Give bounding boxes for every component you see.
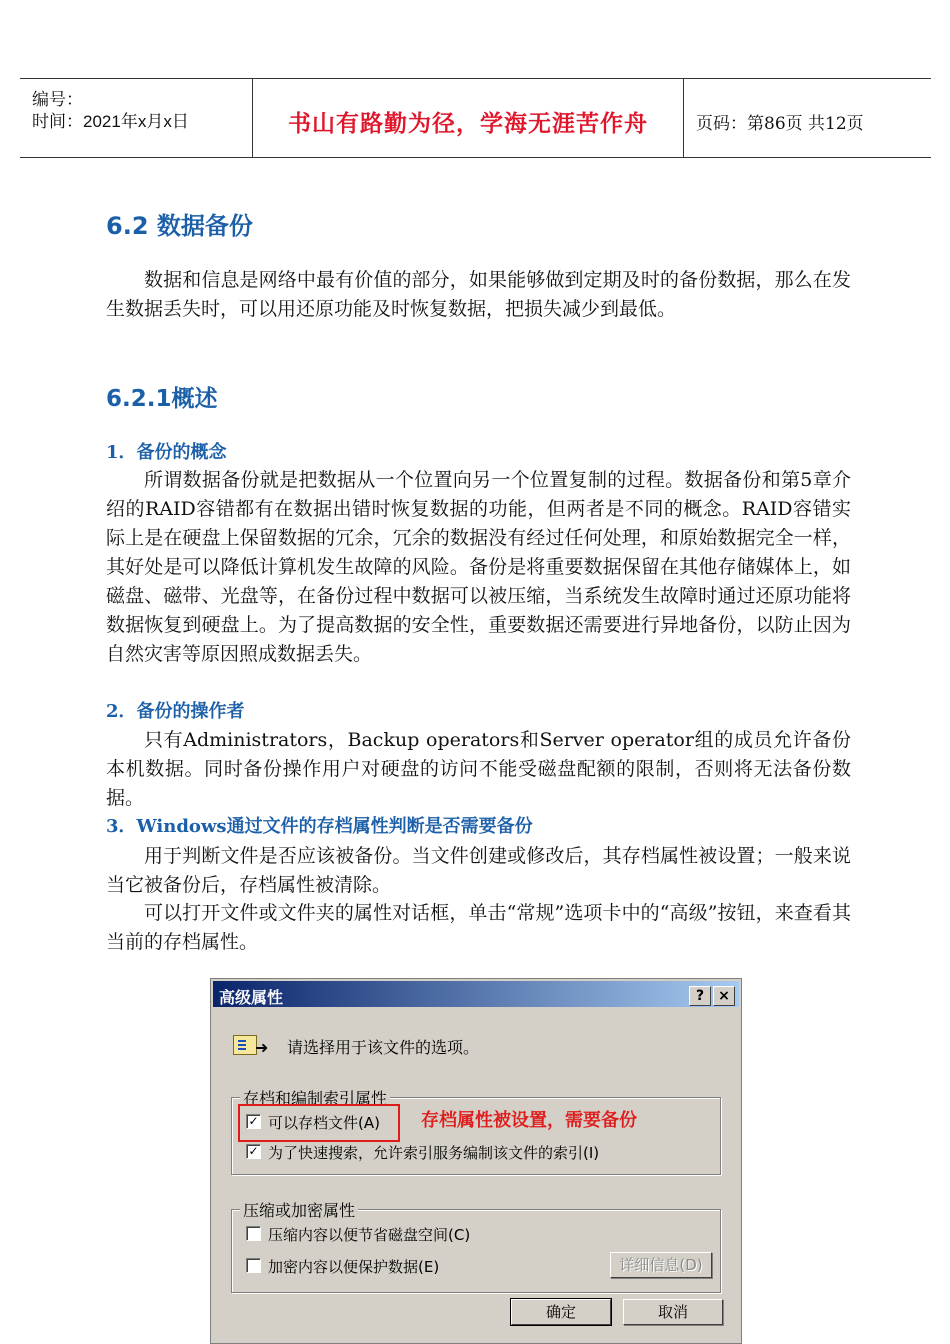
ok-button[interactable]: 确定: [511, 1299, 611, 1325]
group2-label: 压缩或加密属性: [240, 1198, 358, 1221]
id-label: 编号：: [32, 90, 83, 109]
dialog-prompt: 请选择用于该文件的选项。: [287, 1038, 480, 1057]
header-page-cell: [684, 79, 931, 157]
header-meta-cell: [20, 79, 253, 157]
page-header: [20, 78, 931, 158]
compress-label: 压缩内容以便节省磁盘空间(C): [268, 1226, 471, 1244]
details-button[interactable]: 详细信息(D): [610, 1252, 712, 1278]
encrypt-checkbox[interactable]: [246, 1258, 261, 1273]
dialog-titlebar[interactable]: [213, 981, 739, 1007]
help-button[interactable]: ?: [689, 986, 711, 1006]
archive-checkbox[interactable]: ✓: [246, 1114, 261, 1129]
subsection-heading: 6.2.1概述: [106, 386, 218, 412]
group1-label: 存档和编制索引属性: [240, 1086, 390, 1109]
header-motto-cell: [253, 79, 684, 157]
intro-paragraph: 数据和信息是网络中最有价值的部分，如果能够做到定期及时的备份数据，那么在发生数据丢失时，可以用还原功能及时恢复数据，把损失减少到最低。: [106, 269, 851, 320]
item2-body: 只有Administrators，Backup operators和Server operator组的成员允许备份本机数据。同时备份操作用户对硬盘的访问不能受磁盘配额的限制，否则将无法备份数据。: [106, 729, 851, 809]
date-label: 时间：2021年x月x日: [32, 112, 189, 131]
highlight-box: [238, 1104, 400, 1142]
item2-title: 2．备份的操作者: [106, 701, 245, 722]
compress-checkbox[interactable]: [246, 1226, 261, 1241]
section-heading: 6.2 数据备份: [106, 212, 253, 240]
close-button[interactable]: ×: [713, 986, 735, 1006]
encrypt-label: 加密内容以便保护数据(E): [268, 1258, 440, 1276]
arrow-icon: ➜: [255, 1038, 269, 1057]
index-label: 为了快速搜索，允许索引服务编制该文件的索引(I): [268, 1144, 600, 1162]
cancel-button[interactable]: 取消: [623, 1299, 723, 1325]
page-info: 页码：第86页 共12页: [696, 114, 864, 134]
index-checkbox[interactable]: ✓: [246, 1144, 261, 1159]
item3-body2: 可以打开文件或文件夹的属性对话框，单击“常规”选项卡中的“高级”按钮，来查看其当前的存档属性。: [106, 902, 851, 953]
compress-encrypt-group: [231, 1201, 721, 1293]
item1-title: 1．备份的概念: [106, 442, 227, 463]
dialog-title: 高级属性: [219, 988, 284, 1007]
item3-body1: 用于判断文件是否应该被备份。当文件创建或修改后，其存档属性被设置；一般来说当它被备份后，存档属性被清除。: [106, 845, 851, 896]
folder-options-icon: [233, 1035, 257, 1055]
item3-title: 3．Windows通过文件的存档属性判断是否需要备份: [106, 816, 533, 837]
annotation-text: 存档属性被设置，需要备份: [421, 1110, 637, 1131]
archive-label: 可以存档文件(A): [268, 1114, 380, 1132]
item1-body: 所谓数据备份就是把数据从一个位置向另一个位置复制的过程。数据备份和第5章介绍的RAID容错都有在数据出错时恢复数据的功能，但两者是不同的概念。RAID容错实际上是在硬盘上保留数据的冗余，冗余的数据没有经过任何处理，和原始数据完全一样，其好处是可以降低计算机发生故障的风险。备份是将重要数据保留在其他存储媒体上，如磁盘、磁带、光盘等，在备份过程中数据可以被压缩，当系统发生故障时通过还原功能将数据恢复到硬盘上。为了提高数据的安全性，重要数据还需要进行异地备份，以防止因为自然灾害等原因照成数据丢失。: [106, 469, 851, 665]
motto: 书山有路勤为径，学海无涯苦作舟: [288, 110, 648, 137]
advanced-attributes-dialog: [210, 978, 742, 1344]
